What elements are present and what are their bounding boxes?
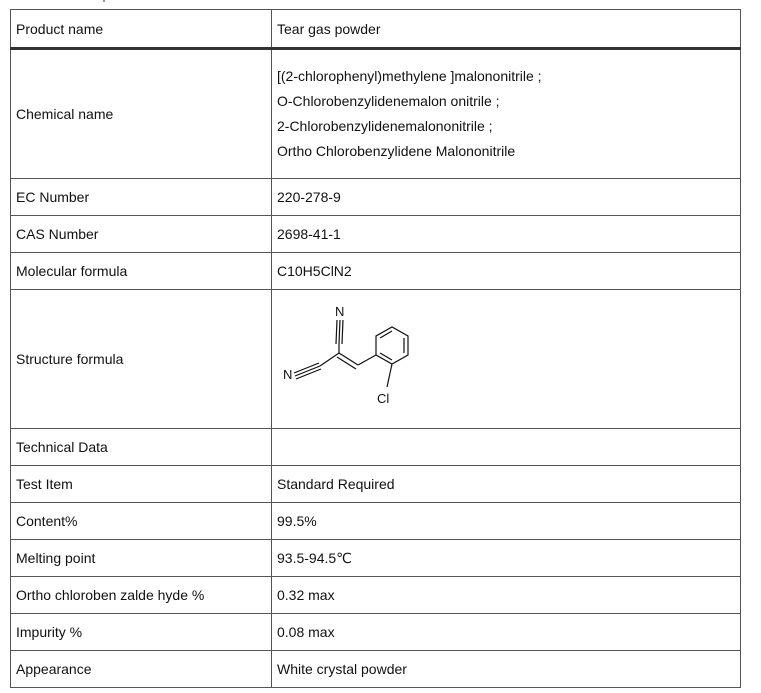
label-ortho: Ortho chloroben zalde hyde % (11, 577, 272, 614)
table-row-product-name (11, 10, 741, 49)
value-structure-formula (272, 290, 741, 429)
table-row-test-item (11, 466, 741, 503)
label-cas-number: CAS Number (11, 216, 272, 253)
label-test-item: Test Item (11, 466, 272, 503)
value-ec-number: 220-278-9 (272, 179, 741, 216)
table-row-impurity (11, 614, 741, 651)
value-technical-data (272, 429, 741, 466)
atom-cl: Cl (377, 391, 390, 406)
label-structure-formula: Structure formula (11, 290, 272, 429)
bond-left (320, 353, 339, 366)
label-melting-point: Melting point (11, 540, 272, 577)
label-chemical-name: Chemical name (11, 49, 272, 179)
value-product-name: Tear gas powder (272, 10, 741, 49)
atom-n-top: N (335, 304, 345, 319)
bond-double-2 (337, 357, 356, 369)
label-molecular-formula: Molecular formula (11, 253, 272, 290)
value-impurity: 0.08 max (272, 614, 741, 651)
bond-cl (387, 364, 392, 387)
value-appearance: White crystal powder (272, 651, 741, 688)
table-row-structure-formula (11, 290, 741, 429)
scan-artifact-dot (103, 0, 105, 2)
table-row-chemical-name (11, 49, 741, 179)
bond-triple-top-2 (339, 320, 340, 344)
bond-double-1 (339, 353, 358, 365)
table-row-ortho (11, 577, 741, 614)
value-chemical-name (272, 49, 741, 179)
bond-to-ring (358, 355, 376, 365)
chemical-name-line: 2-Chlorobenzylidenemalononitrile ; (277, 118, 493, 134)
table-row-melting-point (11, 540, 741, 577)
label-ec-number: EC Number (11, 179, 272, 216)
specification-table (10, 9, 741, 688)
table-row-technical-data (11, 429, 741, 466)
benzene-ring (376, 327, 408, 364)
chemical-name-line: O-Chlorobenzylidenemalon onitrile ; (277, 93, 500, 109)
bond-triple-top-1 (336, 320, 337, 344)
chemical-name-line: [(2-chlorophenyl)methylene ]malononitrile ; (277, 68, 542, 84)
value-content: 99.5% (272, 503, 741, 540)
table-row-molecular-formula (11, 253, 741, 290)
structure-diagram (279, 297, 429, 421)
label-appearance: Appearance (11, 651, 272, 688)
label-impurity: Impurity % (11, 614, 272, 651)
table-row-content (11, 503, 741, 540)
table-row-appearance (11, 651, 741, 688)
label-content: Content% (11, 503, 272, 540)
table-row-cas-number (11, 216, 741, 253)
value-melting-point: 93.5-94.5℃ (272, 540, 741, 577)
table-row-ec-number (11, 179, 741, 216)
label-technical-data: Technical Data (11, 429, 272, 466)
bond-triple-top-3 (342, 320, 343, 344)
label-product-name: Product name (11, 10, 272, 49)
value-cas-number: 2698-41-1 (272, 216, 741, 253)
value-ortho: 0.32 max (272, 577, 741, 614)
value-molecular-formula: C10H5ClN2 (272, 253, 741, 290)
atom-n-left: N (283, 367, 293, 382)
chemical-name-line: Ortho Chlorobenzylidene Malononitrile (277, 143, 516, 159)
value-test-item: Standard Required (272, 466, 741, 503)
